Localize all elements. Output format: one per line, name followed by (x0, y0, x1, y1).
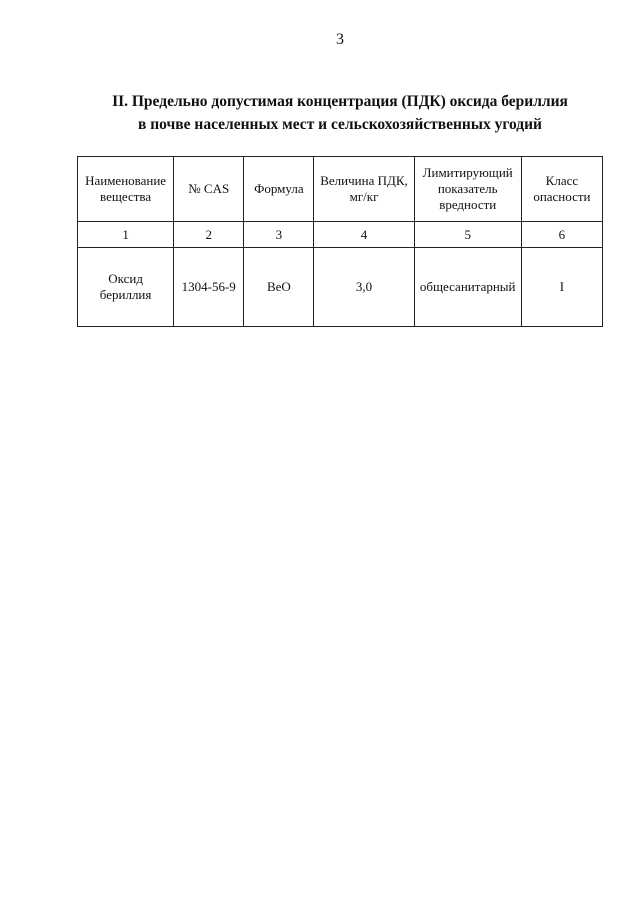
cell-substance-name: Оксид бериллия (78, 248, 174, 327)
table-column-number-row (78, 222, 603, 248)
document-title (0, 90, 640, 136)
header-cas-number: № CAS (174, 157, 244, 222)
title-line-1: II. Предельно допустимая концентрация (ПДК) оксида бериллия (112, 93, 568, 110)
column-number: 2 (174, 222, 244, 248)
table-row (78, 248, 603, 327)
cell-hazard-class: I (521, 248, 602, 327)
cell-pdk-value: 3,0 (314, 248, 414, 327)
title-line-2: в почве населенных мест и сельскохозяйственных угодий (138, 116, 542, 133)
cell-limiting-indicator: общесанитарный (414, 248, 521, 327)
column-number: 4 (314, 222, 414, 248)
header-hazard-class: Класс опасности (521, 157, 602, 222)
column-number: 5 (414, 222, 521, 248)
header-limiting-indicator: Лимитирующий показатель вредности (414, 157, 521, 222)
pdk-table (77, 156, 603, 327)
cell-formula: BeO (244, 248, 314, 327)
table-header-row (78, 157, 603, 222)
header-substance-name: Наименование вещества (78, 157, 174, 222)
page-number: 3 (336, 31, 344, 48)
header-formula: Формула (244, 157, 314, 222)
column-number: 1 (78, 222, 174, 248)
header-pdk-value: Величина ПДК, мг/кг (314, 157, 414, 222)
column-number: 6 (521, 222, 602, 248)
column-number: 3 (244, 222, 314, 248)
cell-cas-number: 1304-56-9 (174, 248, 244, 327)
